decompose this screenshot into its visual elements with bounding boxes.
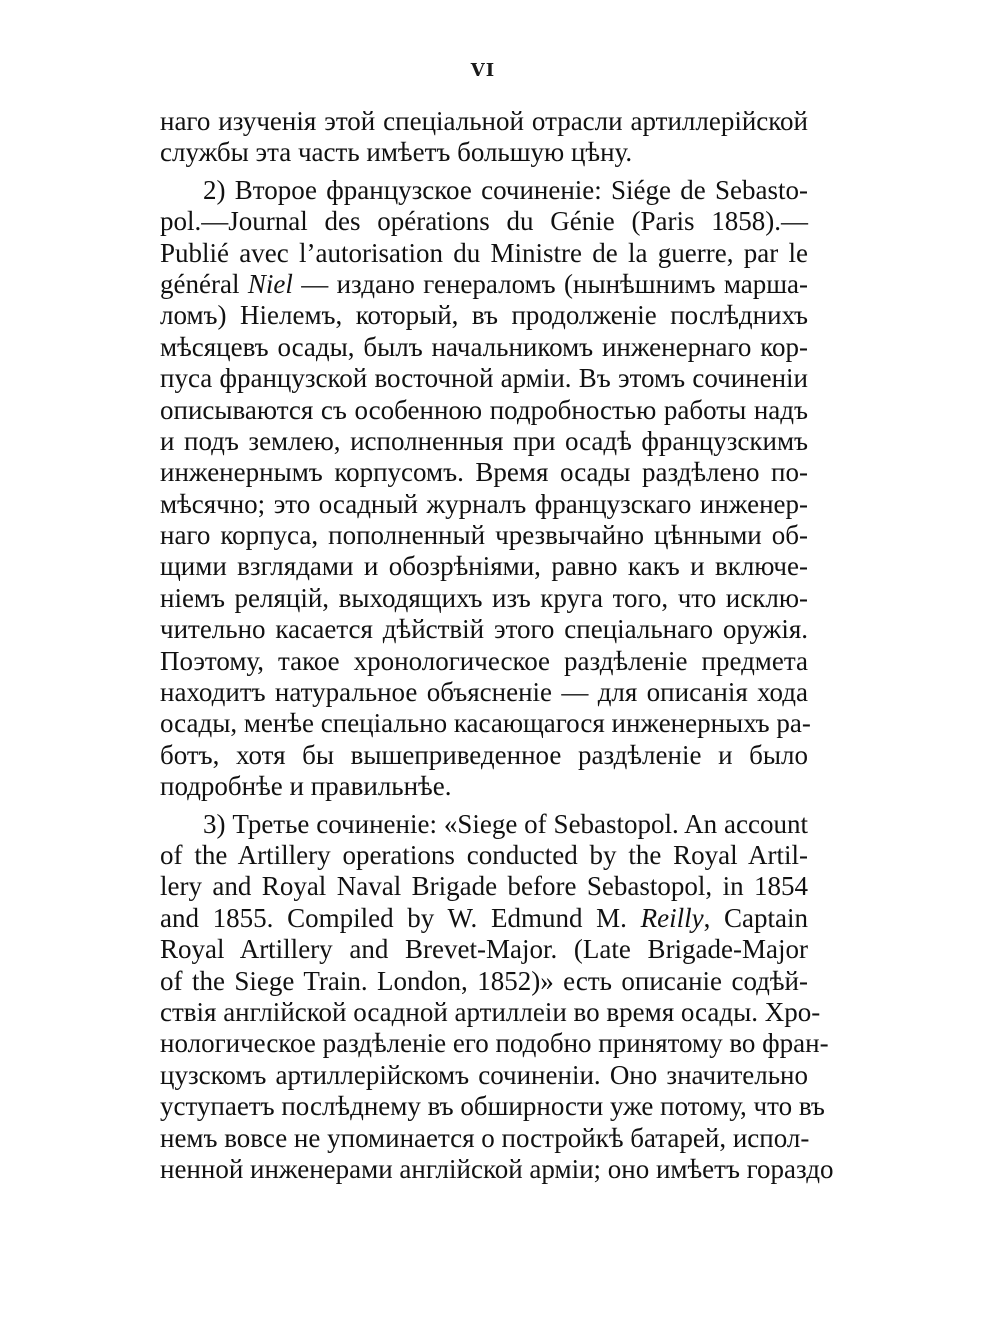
text-line: Publié avec l’autorisation du Ministre de la guerre, par le xyxy=(160,237,808,268)
text-line: of the Artillery operations conducted by the Royal Artil- xyxy=(160,839,808,870)
text-line: немъ вовсе не упоминается о постройкѣ батарей, испол- xyxy=(160,1122,810,1153)
text-line: мѣсячно; это осадный журналъ французскаго инженер- xyxy=(160,488,808,519)
text-line: мѣсяцевъ осады, былъ начальникомъ инженернаго кор- xyxy=(160,331,808,362)
text-line: пуса французской восточной арміи. Въ этомъ сочиненіи xyxy=(160,363,808,394)
text-line: цузскомъ артиллерійскомъ сочиненіи. Оно значительно xyxy=(160,1059,808,1090)
text-line: lery and Royal Naval Brigade before Sebastopol, in 1854 xyxy=(160,871,808,902)
text-line: и подъ землею, исполненныя при осадѣ французскимъ xyxy=(160,425,808,456)
text-line: чительно касается дѣйствій этого спеціальнаго оружія. xyxy=(160,614,808,645)
body-text xyxy=(160,106,834,1185)
text-line: and 1855. Compiled by W. Edmund M. Reilly, Captain xyxy=(160,902,809,933)
text-line: наго корпуса, пополненный чрезвычайно цѣнными об- xyxy=(160,520,808,551)
italic-name: Reilly xyxy=(640,902,704,933)
text-line: 3) Третье сочиненіе: «Siege of Sebastopol. An account xyxy=(203,808,808,839)
text-line: службы эта часть имѣетъ большую цѣну. xyxy=(160,137,633,168)
text-line: ломъ) Ніелемъ, который, въ продолженіе послѣднихъ xyxy=(160,300,808,331)
text-line: ботъ, хотя бы вышеприведенное раздѣленіе и было xyxy=(160,739,808,770)
text-line: инженернымъ корпусомъ. Время осады раздѣлено по- xyxy=(160,457,808,488)
text-line: Royal Artillery and Brevet-Major. (Late Brigade-Major xyxy=(160,934,808,965)
text-line: щими взглядами и обозрѣніями, равно какъ и включе- xyxy=(160,551,808,582)
text-line: осады, менѣе спеціально касающагося инженерныхъ ра- xyxy=(160,708,811,739)
text-line: ненной инженерами англійской арміи; оно имѣетъ гораздо xyxy=(160,1153,834,1184)
text-line: of the Siege Train. London, 1852)» есть описаніе содѣй- xyxy=(160,965,808,996)
text-line: находитъ натуральное объясненіе — для описанія хода xyxy=(160,677,808,708)
text-line: нологическое раздѣленіе его подобно принятому во фран- xyxy=(160,1028,829,1059)
text-line: ствія англійской осадной артиллеіи во время осады. Хро- xyxy=(160,996,821,1027)
text-line: général Niel — издано генераломъ (нынѣшнимъ марша- xyxy=(160,268,808,299)
text-line: подробнѣе и правильнѣе. xyxy=(160,771,452,802)
text-line: описываются съ особенною подробностью работы надъ xyxy=(160,394,808,425)
text-line: Поэтому, такое хронологическое раздѣленіе предмета xyxy=(160,645,808,676)
text-line: ніемъ реляцій, выходящихъ изъ круга того, что исклю- xyxy=(160,582,808,613)
text-line: pol.—Journal des opérations du Génie (Paris 1858).— xyxy=(160,206,808,237)
italic-name: Niel xyxy=(247,268,293,299)
text-line: 2) Второе французское сочиненіе: Siége de Sebasto- xyxy=(203,174,808,205)
text-line: наго изученія этой спеціальной отрасли артиллерійской xyxy=(160,106,808,136)
text-line: уступаетъ послѣднему въ обширности уже потому, что въ xyxy=(160,1091,825,1122)
page-number: VI xyxy=(470,60,496,81)
